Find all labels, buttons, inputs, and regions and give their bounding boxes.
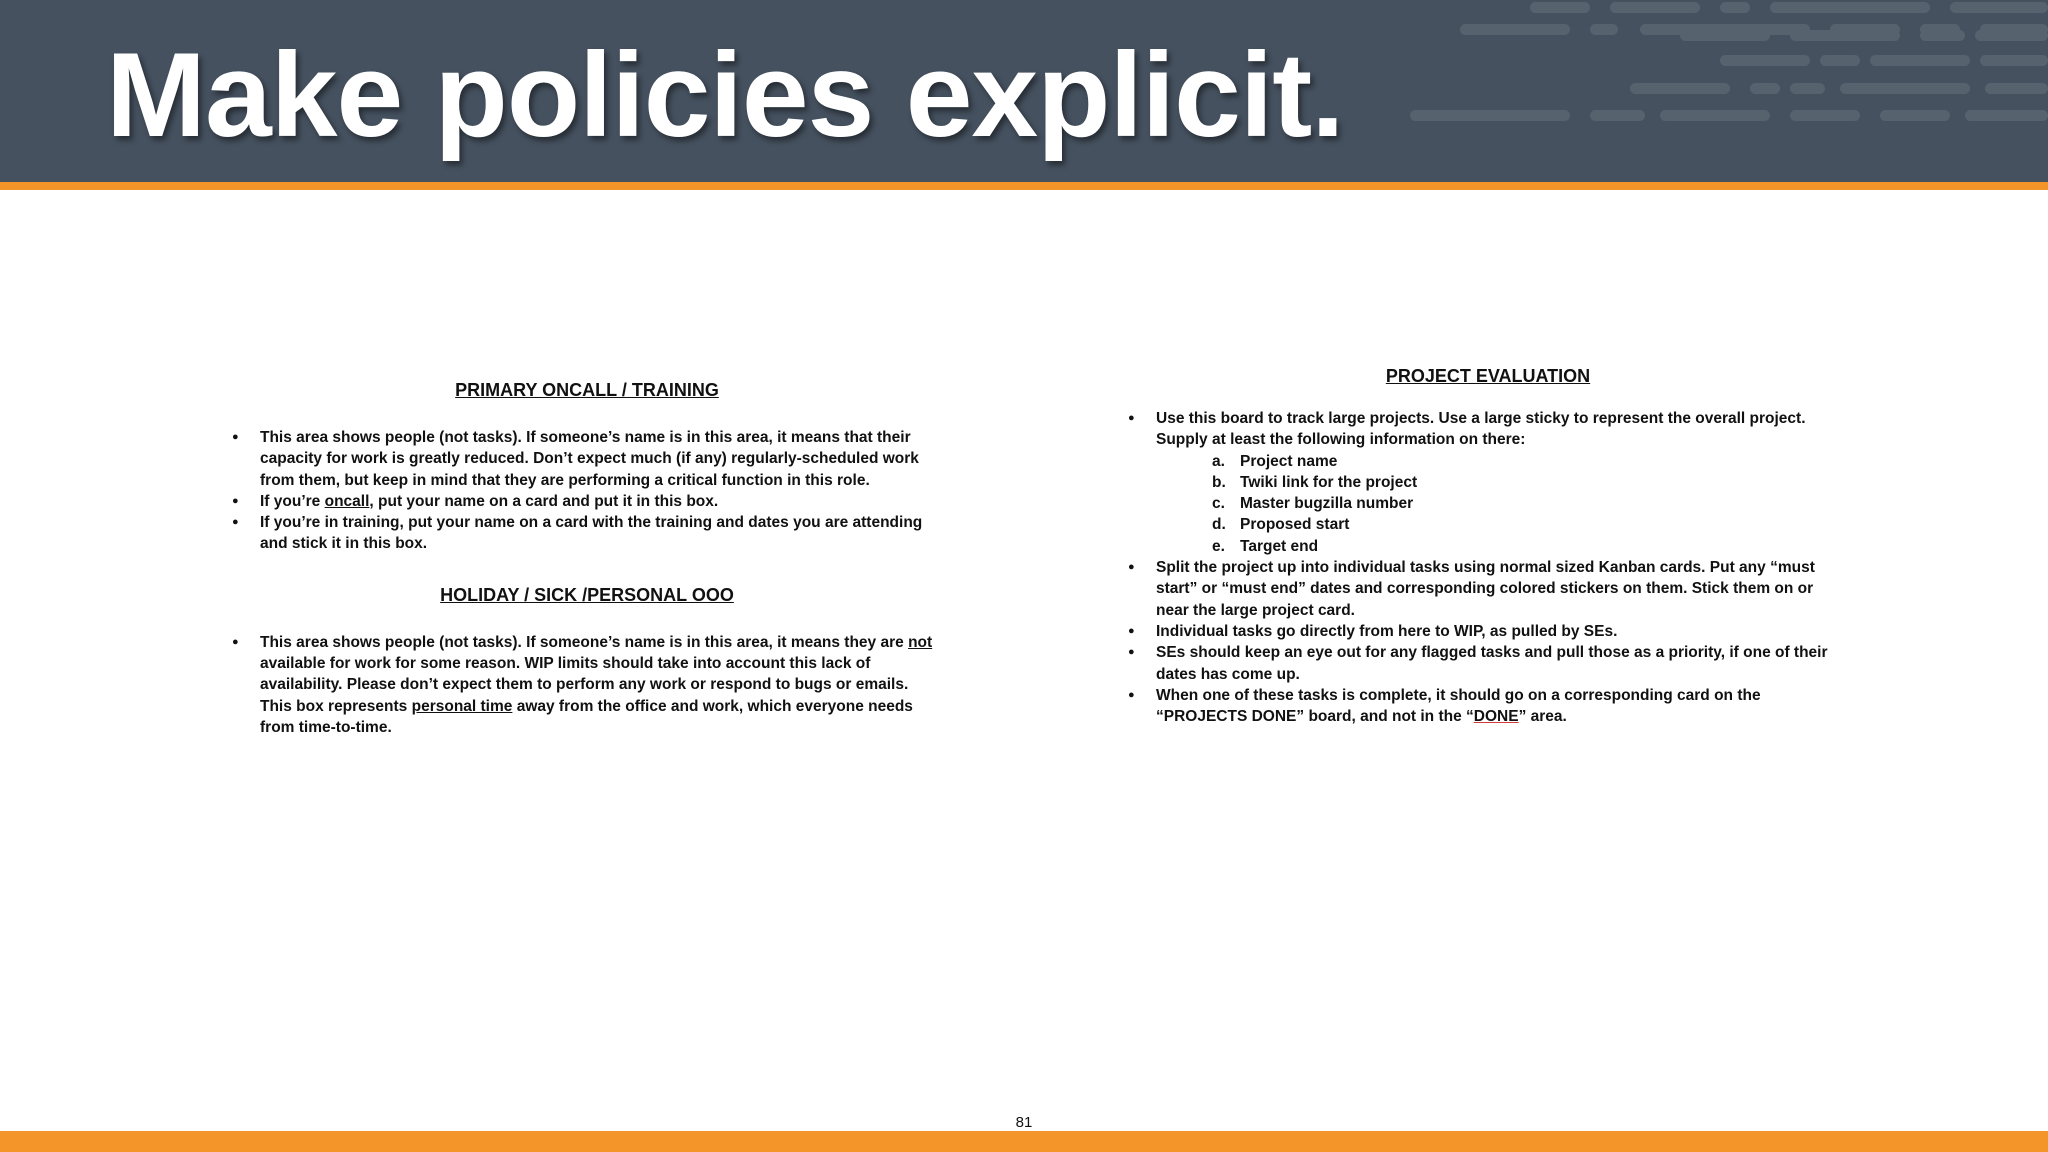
banner-dash <box>1590 110 1645 121</box>
slide-title: Make policies explicit. <box>106 28 1344 162</box>
banner-dash <box>1950 2 2048 13</box>
project-evaluation-list <box>1128 408 1848 727</box>
project-info-sublist <box>1156 451 1848 557</box>
banner-dash <box>1880 110 1950 121</box>
underlined-term-not: not <box>908 633 933 651</box>
list-item <box>1128 685 1848 728</box>
banner-dash <box>1590 24 1618 35</box>
banner-dash <box>1790 30 1900 41</box>
sub-list-item <box>1212 451 1848 472</box>
banner-dash <box>1680 30 1770 41</box>
bullet-text: If you’re <box>260 492 325 510</box>
list-item <box>1128 621 1848 642</box>
left-column <box>232 378 942 738</box>
banner-dash <box>1870 55 1970 66</box>
bullet-text: available for work for some reason. WIP limits should take into account this lack of availability. Please don’t expect them to perform any work or respond to bugs or emails. This box represents <box>260 655 909 715</box>
sub-list-item <box>1212 472 1848 493</box>
banner-dash <box>1920 30 1965 41</box>
banner-dash <box>1720 2 1750 13</box>
banner-dash <box>1460 24 1570 35</box>
sub-item-text: Target end <box>1240 537 1319 555</box>
underlined-term-oncall: oncall <box>324 492 370 510</box>
banner-dash <box>1770 2 1930 13</box>
right-column <box>1128 364 1848 727</box>
bullet-text: SEs should keep an eye out for any flagged tasks and pull those as a priority, if one of their dates has come up. <box>1156 644 1828 683</box>
banner-dash <box>1965 110 2048 121</box>
list-item <box>1128 642 1848 685</box>
list-item <box>232 632 942 738</box>
banner-dash <box>1985 83 2048 94</box>
banner-dash <box>1720 55 1810 66</box>
holiday-ooo-list <box>232 632 942 738</box>
banner-dash <box>1975 30 2048 41</box>
sub-list-item <box>1212 514 1848 535</box>
section-heading-holiday-ooo: HOLIDAY / SICK /PERSONAL OOO <box>440 584 734 605</box>
sub-list-item <box>1212 493 1848 514</box>
sub-item-marker: c. <box>1212 495 1225 513</box>
bullet-text: Split the project up into individual tasks using normal sized Kanban cards. Put any “must start” or “must end” dates and corresponding colored stickers on them. Stick them on or near the large project card. <box>1156 559 1815 619</box>
bullet-text: This area shows people (not tasks). If someone’s name is in this area, it means that their capacity for work is greatly reduced. Don’t expect much (if any) regularly-scheduled work from them, but keep in mind that they are performing a critical function in this role. <box>260 429 919 489</box>
sub-item-marker: e. <box>1212 537 1225 555</box>
sub-item-text: Twiki link for the project <box>1240 473 1418 491</box>
sub-item-marker: a. <box>1212 452 1225 470</box>
banner-dash <box>1750 83 1780 94</box>
banner-dash <box>1790 83 1825 94</box>
sub-item-text: Project name <box>1240 452 1338 470</box>
title-banner <box>0 0 2048 182</box>
banner-dash <box>1840 83 1970 94</box>
banner-dash <box>1660 110 1770 121</box>
banner-dash <box>1790 110 1860 121</box>
bullet-text: Use this board to track large projects. Use a large sticky to represent the overall project. Supply at least the following information on there: <box>1156 410 1806 449</box>
bullet-text: , put your name on a card and put it in this box. <box>369 492 719 510</box>
sub-list-item <box>1212 536 1848 557</box>
banner-dash <box>1630 83 1730 94</box>
bullet-text: This area shows people (not tasks). If someone’s name is in this area, it means they are <box>260 633 909 651</box>
list-item <box>232 512 942 555</box>
banner-dash <box>1820 55 1860 66</box>
footer-accent-stripe <box>0 1131 2048 1152</box>
section-heading-oncall-training: PRIMARY ONCALL / TRAINING <box>455 380 719 400</box>
list-item <box>1128 557 1848 621</box>
bullet-text: ” area. <box>1518 708 1567 726</box>
list-item <box>232 491 942 512</box>
banner-dash <box>1530 2 1590 13</box>
sub-item-text: Proposed start <box>1240 516 1350 534</box>
section-heading-project-evaluation: PROJECT EVALUATION <box>1385 366 1591 386</box>
bullet-text: If you’re in training, put your name on a card with the training and dates you are attending and stick it in this box. <box>260 514 923 553</box>
bullet-text: When one of these tasks is complete, it should go on a corresponding card on the “PROJECTS DONE” board, and not in the “ <box>1156 686 1761 726</box>
list-item <box>1128 408 1848 557</box>
oncall-training-list <box>232 427 942 555</box>
underlined-term-personal-time: personal time <box>411 697 513 715</box>
header-accent-stripe <box>0 182 2048 190</box>
list-item <box>232 427 942 491</box>
banner-dash <box>1610 2 1700 13</box>
sub-item-text: Master bugzilla number <box>1240 495 1414 513</box>
page-number: 81 <box>1015 1114 1033 1131</box>
bullet-text: away from the office and work, which everyone needs from time-to-time. <box>260 697 913 736</box>
sub-item-marker: b. <box>1212 473 1226 491</box>
banner-dash <box>1980 55 2048 66</box>
sub-item-marker: d. <box>1212 516 1226 534</box>
bullet-text: Individual tasks go directly from here to WIP, as pulled by SEs. <box>1156 622 1618 640</box>
banner-dash <box>1410 110 1570 121</box>
spellcheck-term-done: DONE <box>1473 708 1519 726</box>
